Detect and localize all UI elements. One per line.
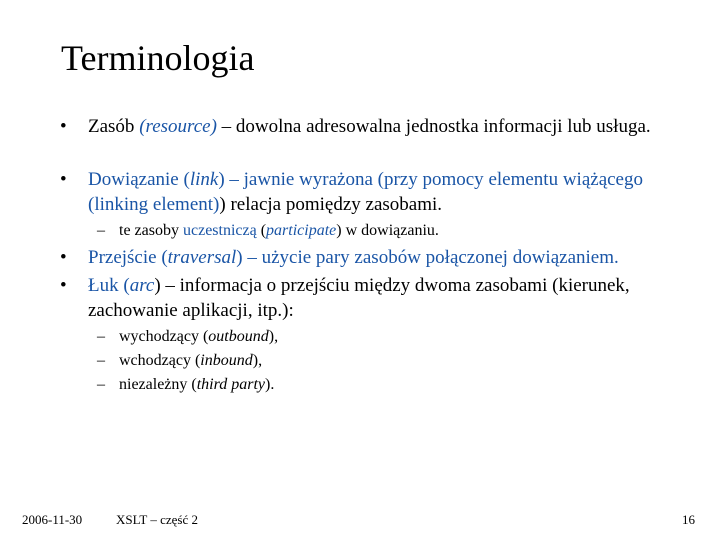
sub-text: wychodzący ( [119, 328, 209, 345]
bullet-item-resource [60, 114, 688, 139]
bullet-icon: • [60, 247, 67, 268]
term-english: arc [129, 275, 155, 296]
sub-text: niezależny ( [119, 376, 197, 393]
sub-item-inbound [97, 349, 689, 372]
footer-date: 2006-11-30 [22, 512, 83, 527]
term-label: Łuk ( [88, 275, 130, 296]
term-paren: ) – użycie pary zasobów połączonej dowiązaniem. [236, 247, 619, 268]
term-definition: ) – informacja o przejściu między dwoma zasobami (kierunek, zachowanie aplikacji, itp.): [88, 275, 630, 321]
term-link-element: elementu wiążącego (linking element) [88, 169, 643, 215]
dash-icon: – [97, 352, 105, 369]
bullet-icon: • [60, 169, 67, 190]
bullet-icon: • [60, 116, 67, 137]
sub-text: ), [268, 328, 279, 345]
dash-icon: – [97, 328, 105, 345]
term-label: Zasób [88, 116, 140, 137]
dash-icon: – [97, 376, 105, 393]
sub-text: ( [256, 222, 267, 239]
dash-icon: – [97, 222, 105, 239]
sub-term: uczestniczą [182, 222, 257, 239]
bullet-item-link [60, 167, 688, 217]
term-english: (resource) [139, 116, 217, 137]
sub-term-english: third party [196, 376, 266, 393]
term-definition: – dowolna adresowalna jednostka informacji lub usługa. [216, 116, 651, 137]
sub-term-english: outbound [208, 328, 269, 345]
term-english: link [189, 169, 219, 190]
sub-term-english: inbound [200, 352, 253, 369]
bullet-icon: • [60, 275, 67, 296]
sub-text: ), [252, 352, 263, 369]
footer-title: XSLT – część 2 [116, 512, 198, 527]
page-number: 16 [682, 512, 695, 527]
sub-term-english: participate [266, 222, 337, 239]
term-label: Przejście ( [88, 247, 168, 268]
sub-text: ) w dowiązaniu. [336, 222, 439, 239]
sub-text: wchodzący ( [119, 352, 201, 369]
term-paren: ) – jawnie wyrażona (przy pomocy [218, 169, 489, 190]
sub-text: te zasoby [119, 222, 183, 239]
bullet-item-arc [60, 273, 688, 323]
term-definition: ) relacja pomiędzy zasobami. [219, 194, 443, 215]
term-label: Dowiązanie ( [88, 169, 190, 190]
sub-item-third-party [97, 373, 689, 396]
slide-title: Terminologia [61, 38, 255, 78]
bullet-item-traversal [60, 245, 688, 270]
term-english: traversal [167, 247, 237, 268]
sub-text: ). [265, 376, 275, 393]
sub-item-outbound [97, 325, 689, 348]
sub-item-participate [97, 219, 689, 242]
